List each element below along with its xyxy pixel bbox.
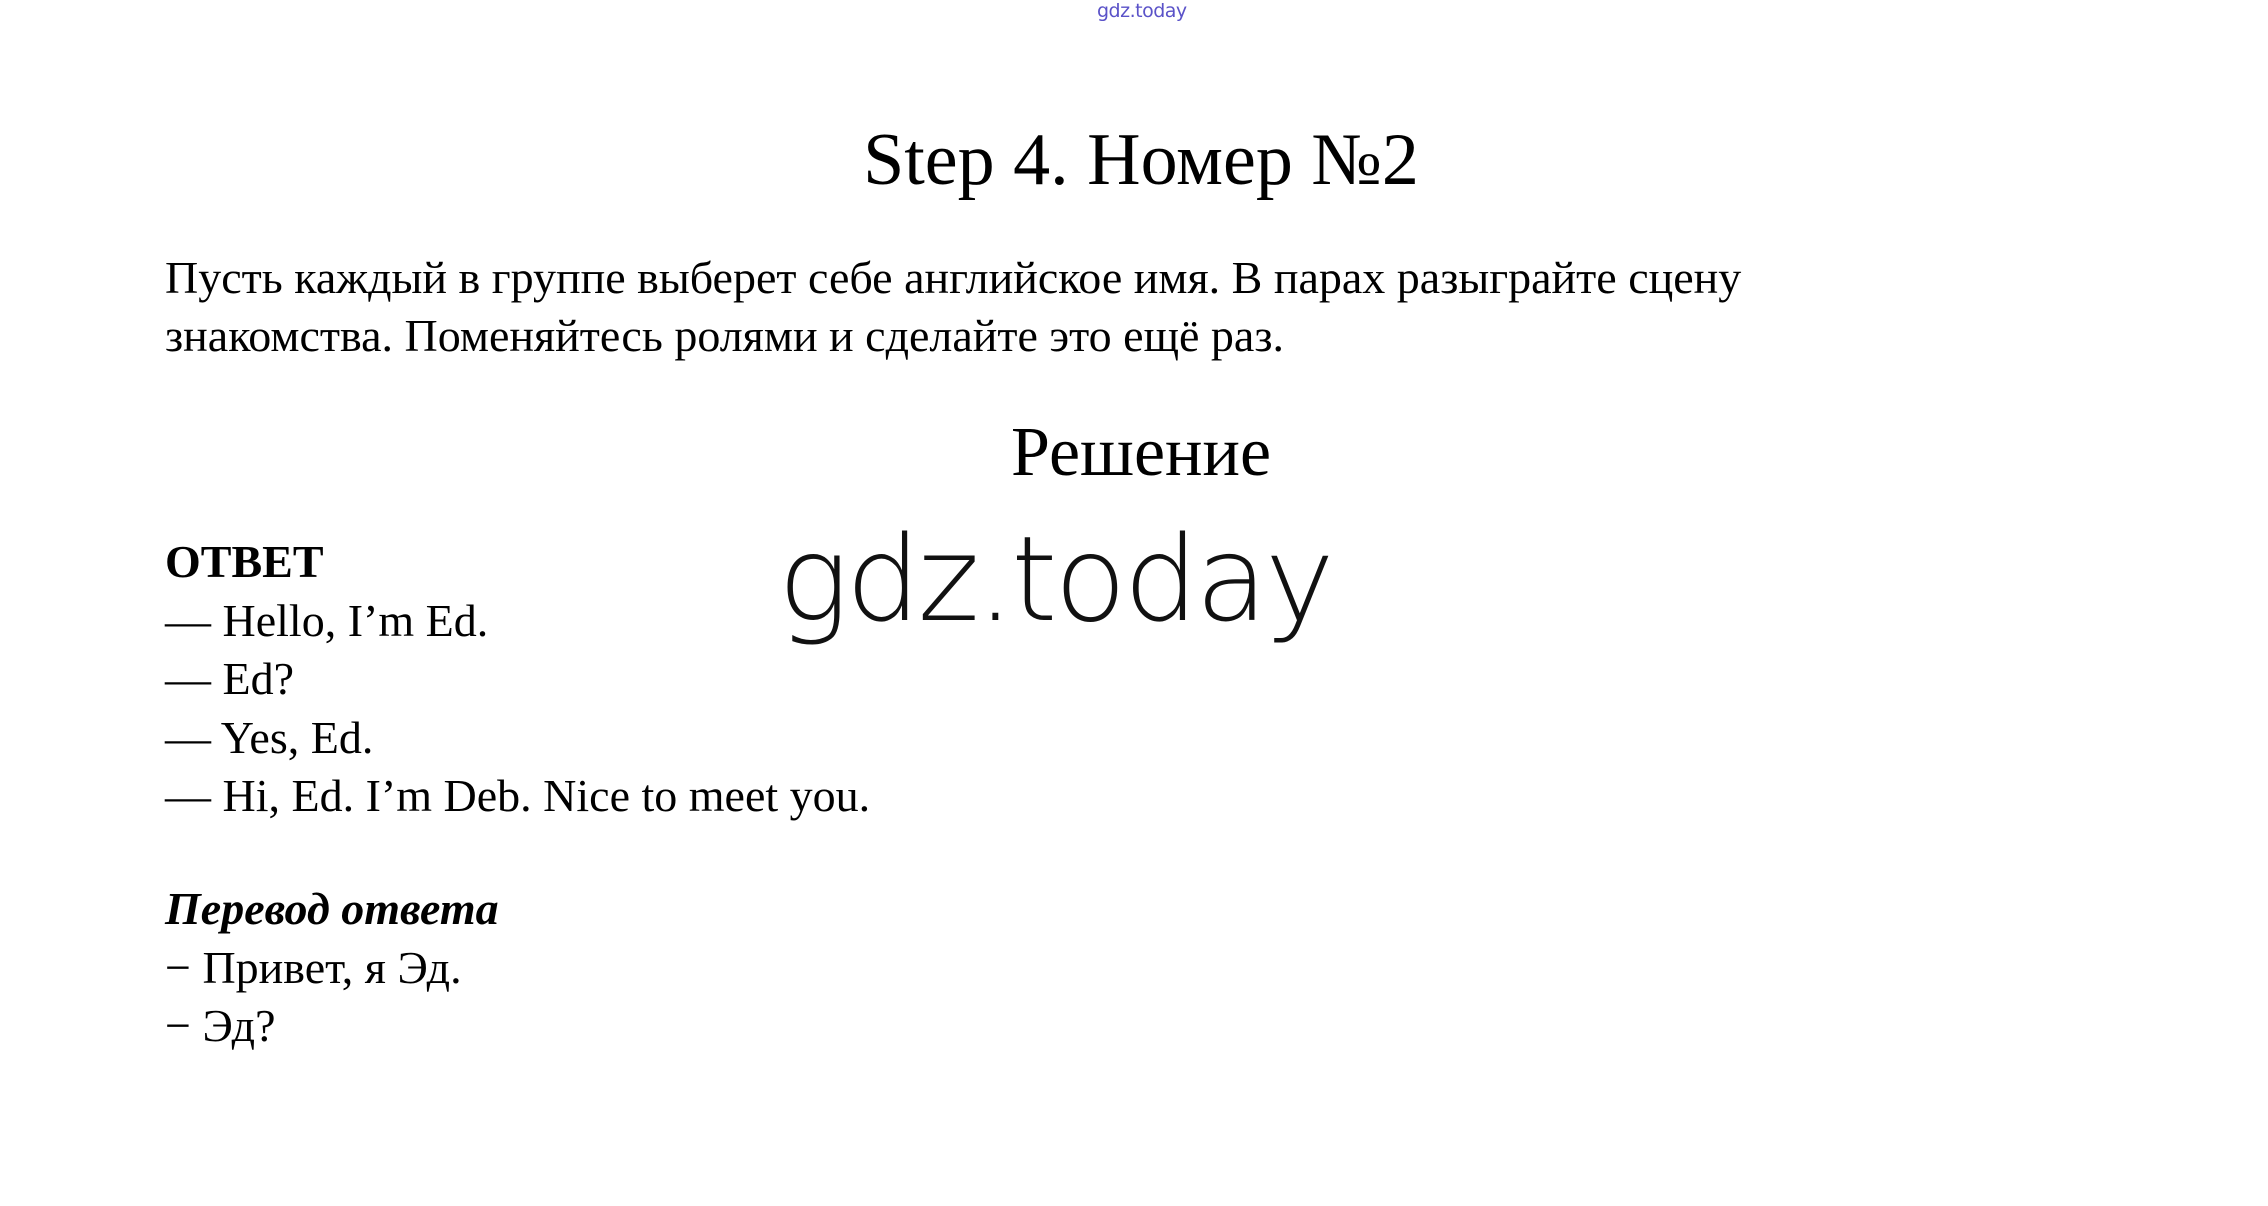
task-line: знакомства. Поменяйтесь ролями и сделайте это ещё раз.	[165, 310, 1285, 361]
answer-label: ОТВЕТ	[165, 536, 324, 587]
dialogue-line: — Ed?	[165, 653, 295, 704]
dialogue-line: — Hello, I’m Ed.	[165, 594, 489, 646]
answer-section	[165, 533, 870, 826]
solution-heading: Решение	[1010, 414, 1272, 491]
task-text	[165, 249, 1985, 365]
translation-section	[165, 880, 499, 1056]
watermark-logo: gdz.today	[778, 510, 1332, 648]
translation-line: − Привет, я Эд.	[165, 941, 462, 993]
translation-line: − Эд?	[165, 1000, 276, 1051]
translation-label: Перевод ответа	[165, 883, 499, 934]
dialogue-line: — Hi, Ed. I’m Deb. Nice to meet you.	[165, 770, 871, 821]
page-title: Step 4. Номер №2	[863, 119, 1419, 201]
site-watermark-small: gdz.today	[1097, 0, 1187, 22]
task-line: Пусть каждый в группе выберет себе английское имя. В парах разыграйте сцену	[165, 252, 1742, 303]
dialogue-line: — Yes, Ed.	[165, 711, 374, 763]
